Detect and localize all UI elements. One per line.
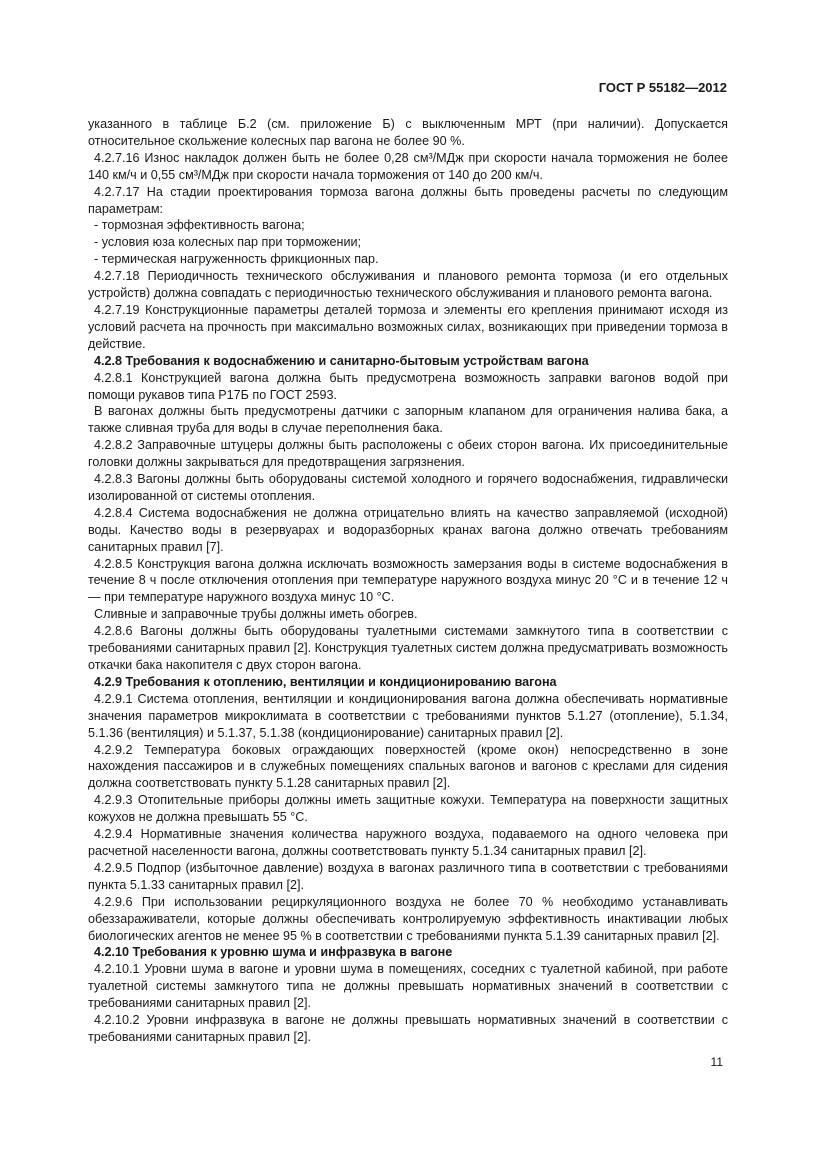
paragraph: указанного в таблице Б.2 (см. приложение Б) с выключенным МРТ (при наличии). Допускается относительное скольжение колесных пар вагона не более 90 %. [88, 117, 728, 148]
paragraph: 4.2.7.16 Износ накладок должен быть не более 0,28 см³/МДж при скорости начала торможения не более 140 км/ч и 0,55 см³/МДж при скорости начала торможения от 140 до 200 км/ч. [88, 150, 728, 182]
paragraph: В вагонах должны быть предусмотрены датчики с запорным клапаном для ограничения налива бака, а также сливная труба для воды в случае переполнения бака. [88, 404, 728, 436]
paragraph: 4.2.7.19 Конструкционные параметры деталей тормоза и элементы его крепления принимают исходя из условий расчета на прочность при максимально возможных силах, возникающих при приведении тормоза в действие. [88, 302, 728, 351]
page-number: 11 [710, 1055, 723, 1069]
paragraph: 4.2.8.3 Вагоны должны быть оборудованы системой холодного и горячего водоснабжения, гидравлически изолированной от системы отопления. [88, 472, 728, 503]
document-body [88, 116, 728, 1046]
section-heading: 4.2.8 Требования к водоснабжению и санитарно-бытовым устройствам вагона [94, 353, 589, 368]
paragraph: 4.2.8.2 Заправочные штуцеры должны быть расположены с обеих сторон вагона. Их присоединительные головки должны закрываться для предотвращения загрязнения. [88, 438, 728, 470]
paragraph: 4.2.9.1 Система отопления, вентиляции и кондиционирования вагона должна обеспечивать нормативные значения параметров микроклимата в соответствии с требованиями пунктов 5.1.27 (отопление), 5.1.34, 5.1.36 (вентиляция) и 5.1.37, 5.1.38 (кондиционирование) санитарных правил [2]. [88, 691, 728, 740]
list-item: - тормозная эффективность вагона; [94, 218, 305, 233]
section-heading: 4.2.10 Требования к уровню шума и инфразвука в вагоне [94, 945, 453, 960]
paragraph: 4.2.9.2 Температура боковых ограждающих поверхностей (кроме окон) непосредственно в зоне нахождения пассажиров и в служебных помещениях спальных вагонов и вагонов с креслами для сидения должна соответствовать пункту 5.1.28 санитарных правил [2]. [88, 742, 728, 791]
paragraph: 4.2.10.2 Уровни инфразвука в вагоне не должны превышать нормативных значений в соответствии с требованиями санитарных правил [2]. [88, 1013, 728, 1044]
paragraph: 4.2.9.5 Подпор (избыточное давление) воздуха в вагонах различного типа в соответствии с требованиями пункта 5.1.33 санитарных правил [2]. [88, 860, 728, 892]
paragraph: 4.2.8.6 Вагоны должны быть оборудованы туалетными системами замкнутого типа в соответствии с требованиями санитарных правил [2]. Конструкция туалетных систем должна предусматривать возможность откачки бака накопителя с двух сторон вагона. [88, 624, 728, 672]
list-item: - условия юза колесных пар при торможении; [94, 235, 362, 250]
section-heading: 4.2.9 Требования к отоплению, вентиляции и кондиционированию вагона [94, 674, 557, 689]
paragraph: 4.2.7.18 Периодичность технического обслуживания и планового ремонта тормоза (и его отдельных устройств) должна совпадать с периодичностью технического обслуживания и планового ремонта вагона. [88, 269, 728, 301]
paragraph: 4.2.9.6 При использовании рециркуляционного воздуха не более 70 % необходимо устанавливать обеззараживатели, которые должны обеспечивать контролируемую эффективность инактивации любых биологических агентов не менее 95 % в соответствии с требованиями пункта 5.1.39 санитарных правил [2]. [88, 894, 728, 943]
paragraph: 4.2.8.1 Конструкцией вагона должна быть предусмотрена возможность заправки вагонов водой при помощи рукавов типа Р17Б по ГОСТ 2593. [88, 370, 728, 402]
paragraph: 4.2.7.17 На стадии проектирования тормоза вагона должны быть проведены расчеты по следующим параметрам: [88, 184, 728, 216]
paragraph: 4.2.9.3 Отопительные приборы должны иметь защитные кожухи. Температура на поверхности защитных кожухов не должна превышать 55 °С. [88, 793, 728, 825]
paragraph: Сливные и заправочные трубы должны иметь обогрев. [94, 607, 418, 622]
list-item: - термическая нагруженность фрикционных пар. [94, 252, 379, 267]
paragraph: 4.2.8.4 Система водоснабжения не должна отрицательно влиять на качество заправляемой (исходной) воды. Качество воды в резервуарах и водоразборных кранах вагона должно отвечать требованиям санитарных правил [7]. [88, 505, 728, 554]
paragraph: 4.2.10.1 Уровни шума в вагоне и уровни шума в помещениях, соседних с туалетной кабиной, при работе туалетной системы замкнутого типа не должны превышать нормативных значений в соответствии с требованиями санитарных правил [2]. [88, 962, 728, 1011]
document-standard-id: ГОСТ Р 55182—2012 [598, 80, 727, 95]
paragraph: 4.2.9.4 Нормативные значения количества наружного воздуха, подаваемого на одного человека при расчетной населенности вагона, должны соответствовать пункту 5.1.34 санитарных правил [2]. [88, 827, 728, 858]
paragraph: 4.2.8.5 Конструкция вагона должна исключать возможность замерзания воды в системе водоснабжения в течение 8 ч после отключения отопления при температуре наружного воздуха минус 20 °С и в течение 12 ч — при температуре наружного воздуха минус 10 °С. [88, 556, 728, 605]
